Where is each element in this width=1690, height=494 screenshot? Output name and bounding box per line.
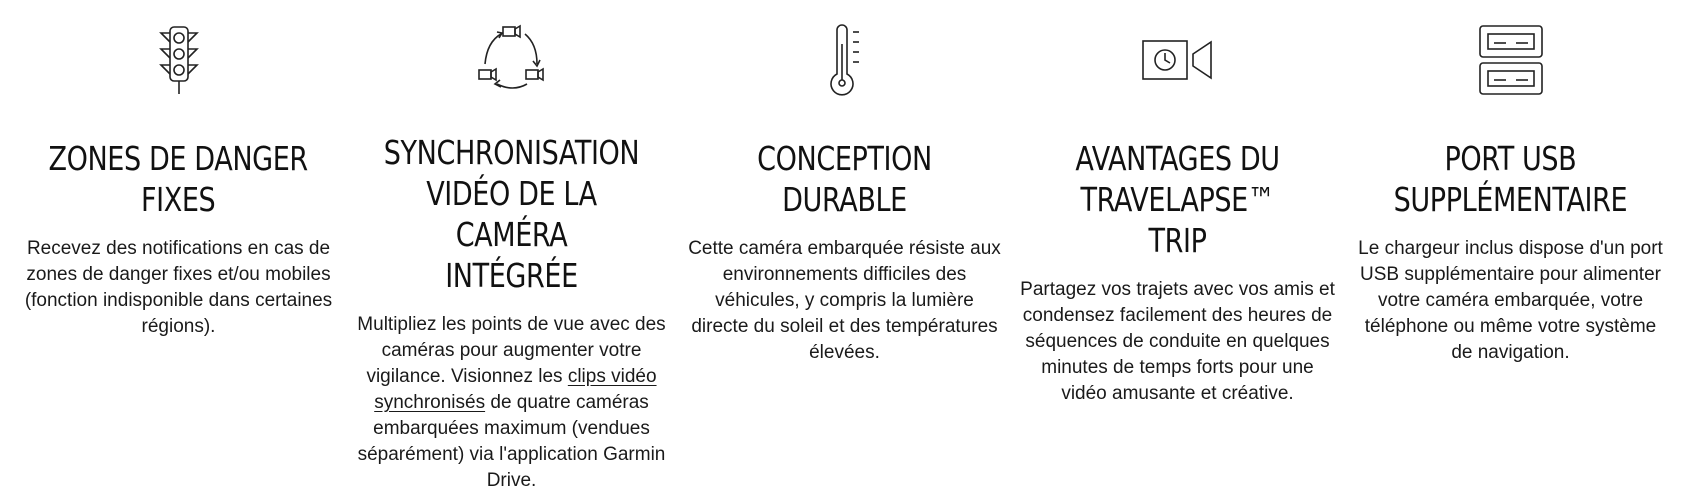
camera-sync-icon — [475, 22, 549, 92]
thermometer-icon — [823, 22, 867, 98]
feature-title: SYNCHRONISATION VIDÉO DE LA CAMÉRA INTÉGRÉE — [383, 133, 640, 295]
feature-durable-design — [678, 0, 1011, 484]
feature-description: Recevez des notifications en cas de zones de danger fixes et/ou mobiles (fonction indisponible dans certaines régions). — [24, 238, 333, 337]
feature-camera-sync — [345, 0, 678, 491]
feature-travelapse — [1011, 0, 1344, 484]
feature-title: ZONES DE DANGER FIXES — [48, 139, 309, 219]
feature-description: Cette caméra embarquée résiste aux environnements difficiles des véhicules, y compris la lumière directe du soleil et des températures élevées. — [688, 238, 1001, 363]
feature-description: Multipliez les points de vue avec des caméras pour augmenter votre vigilance. Visionnez les clips vidéo synchronisés de quatre caméras embarquées maximum (vendues séparément) via l'application Garmin Drive. — [357, 314, 666, 491]
feature-title: CONCEPTION DURABLE — [757, 139, 932, 219]
feature-title: PORT USB SUPPLÉMENTAIRE — [1393, 139, 1628, 219]
usb-port-icon — [1478, 22, 1544, 98]
feature-usb-port — [1344, 0, 1677, 484]
traffic-light-icon — [157, 22, 201, 98]
timelapse-camera-icon — [1141, 22, 1215, 98]
feature-title: AVANTAGES DU TRAVELAPSE™ TRIP — [1075, 139, 1280, 260]
feature-description: Le chargeur inclus dispose d'un port USB supplémentaire pour alimenter votre caméra embarquée, votre téléphone ou même votre système de navigation. — [1358, 238, 1663, 363]
synced-clips-link[interactable]: clips vidéo synchronisés — [374, 366, 657, 413]
feature-fixed-danger-zones — [12, 0, 345, 484]
feature-description: Partagez vos trajets avec vos amis et condensez facilement des heures de séquences de conduite en quelques minutes de temps forts pour une vidéo amusante et créative. — [1020, 279, 1335, 404]
